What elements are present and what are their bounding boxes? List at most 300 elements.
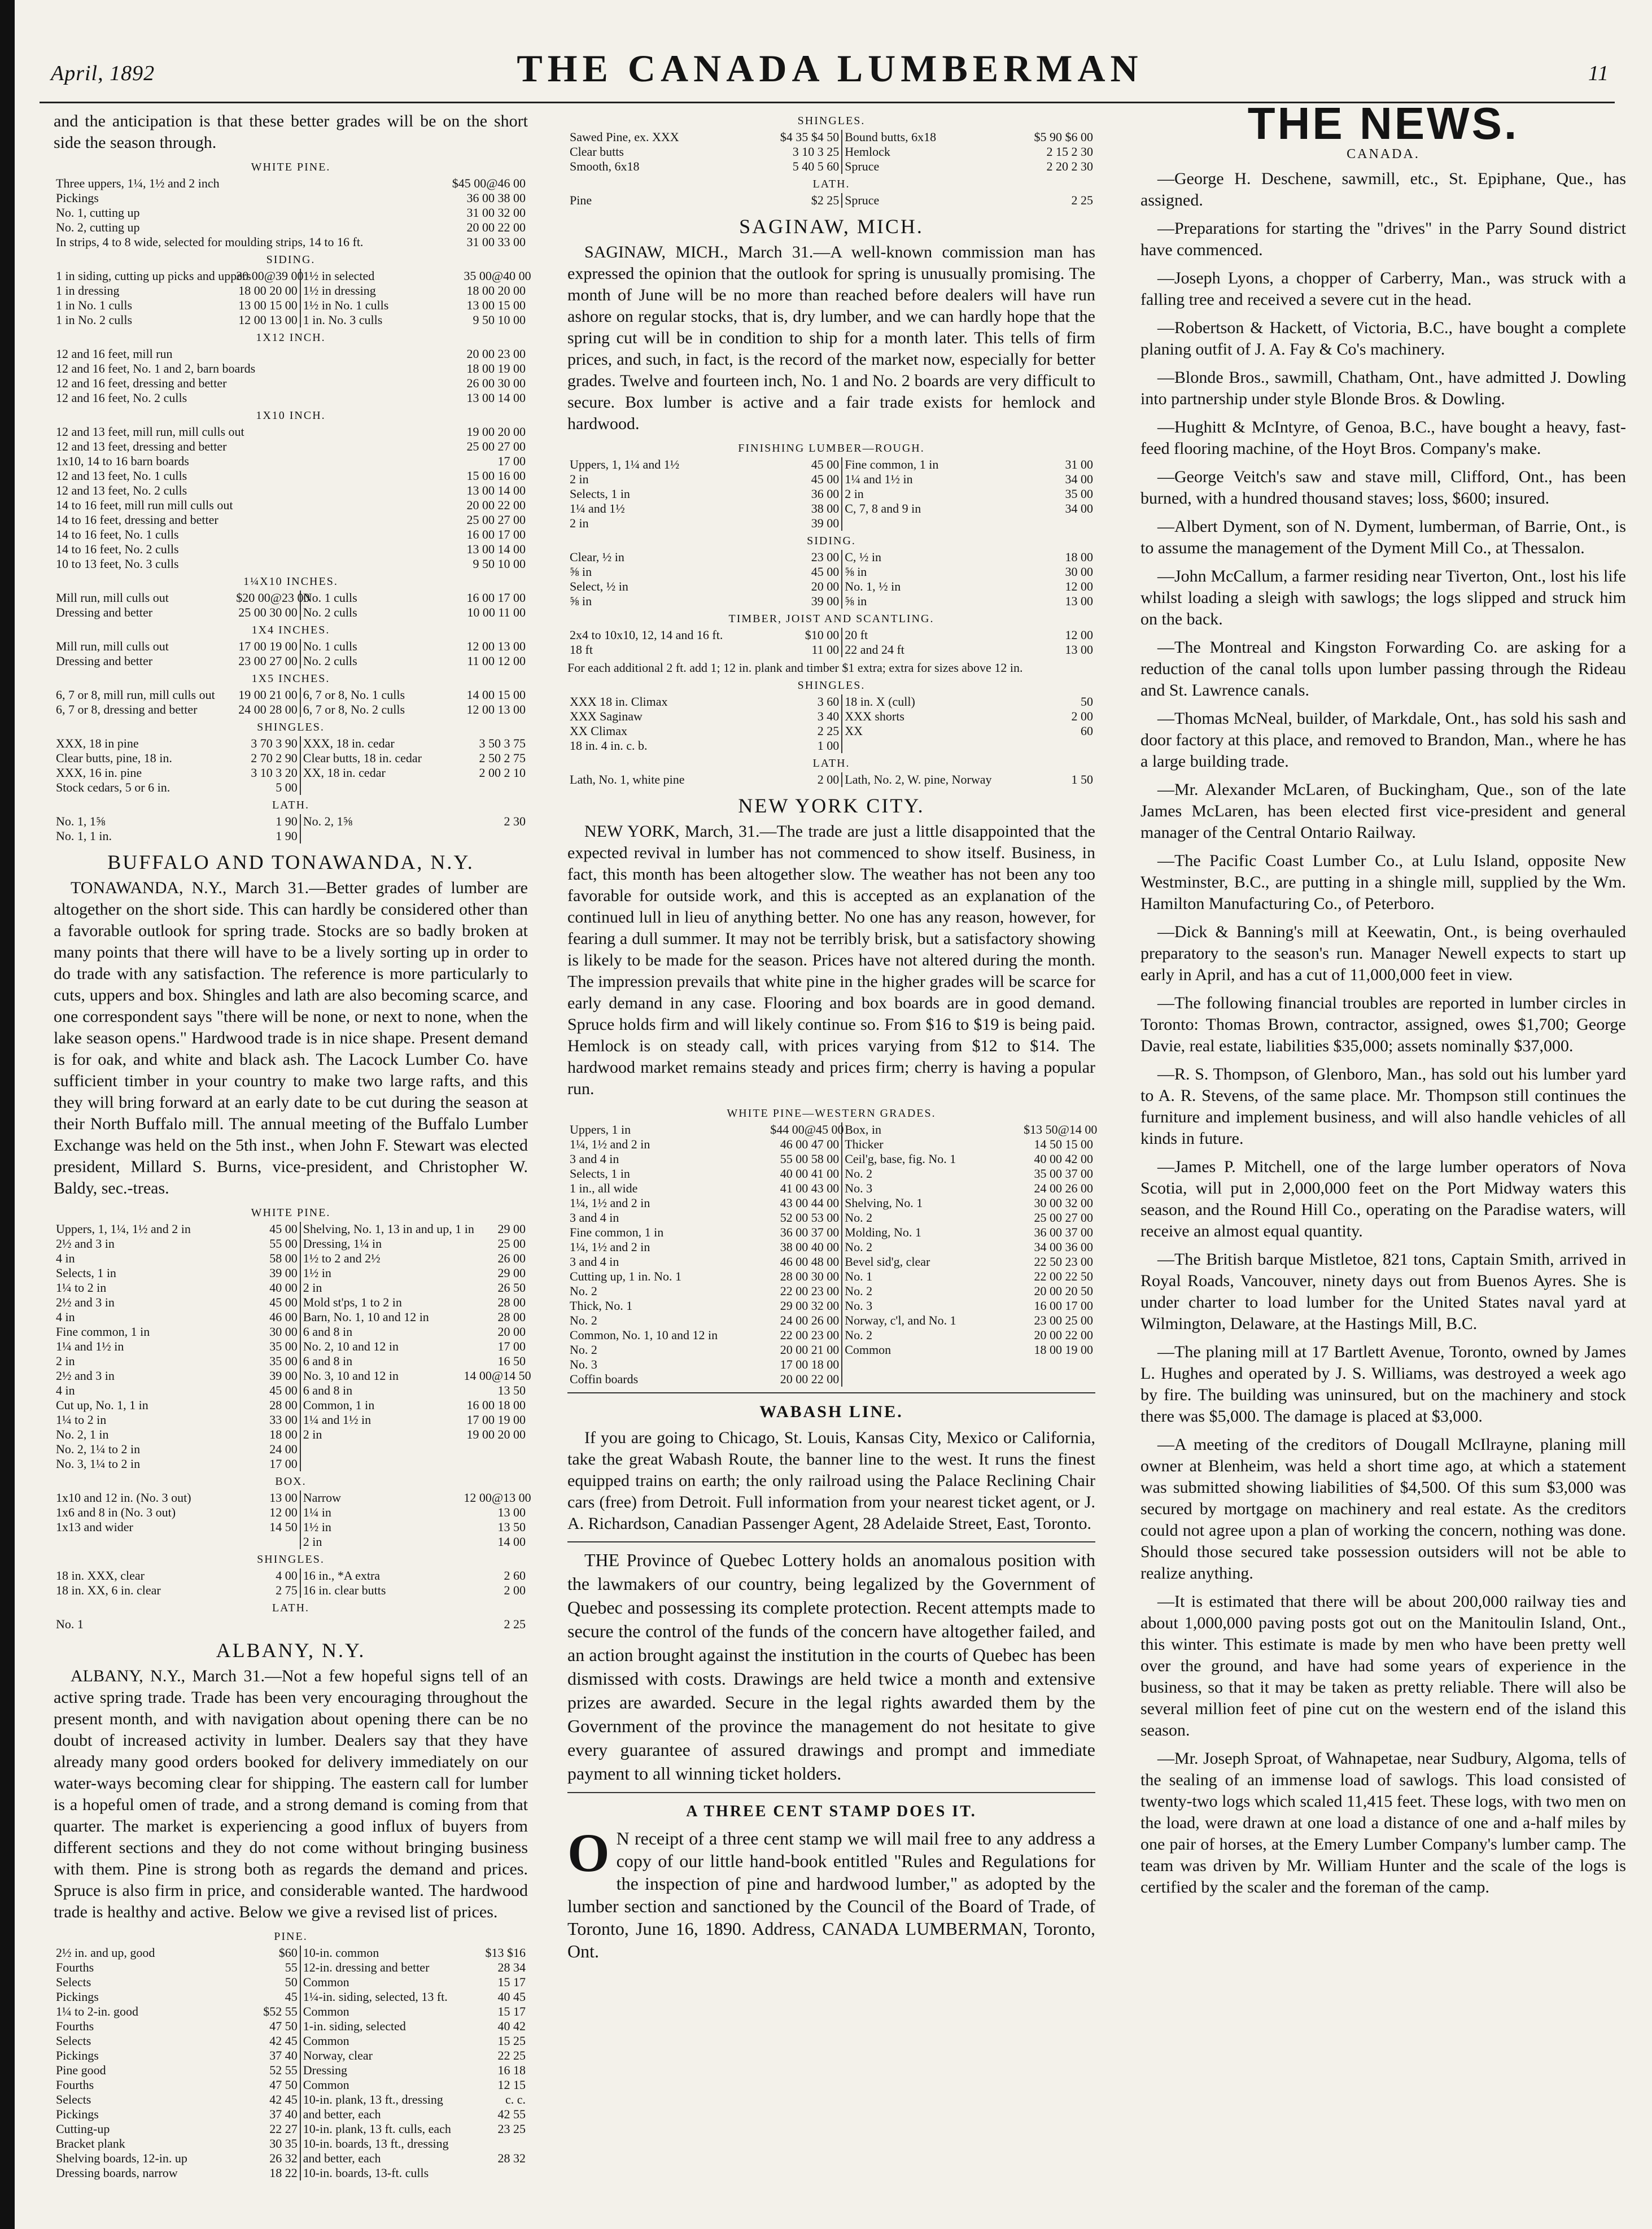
item-cell: Norway, clear <box>300 2048 462 2063</box>
item-cell: 1½ in No. 1 culls <box>300 298 462 313</box>
item-cell: Smooth, 6x18 <box>570 159 640 173</box>
price-cell: $44 00@45 00 <box>770 1122 844 1137</box>
price-row <box>54 751 528 766</box>
price-row <box>54 829 528 843</box>
price-row <box>567 145 1095 159</box>
news-item: —Joseph Lyons, a chopper of Carberry, Man., was struck with a falling tree and received a severe cut in the head. <box>1140 269 1626 309</box>
item-cell: 12 and 13 feet, dressing and better <box>56 439 227 453</box>
item-cell: No. 3, 1¼ to 2 in <box>56 1457 141 1471</box>
price-cell: 26 32 <box>269 2151 298 2165</box>
item-cell: Cutting-up <box>56 2122 110 2136</box>
price-row <box>54 527 528 542</box>
section-heading: BOX. <box>275 1475 307 1488</box>
item-cell: 1¼, 1½ and 2 in <box>570 1240 650 1254</box>
item-cell: 2x4 to 10x10, 12, 14 and 16 ft. <box>570 628 723 642</box>
item-cell: Thicker <box>842 1137 1021 1152</box>
price-cell: 3 10 3 25 <box>792 145 840 159</box>
price-row <box>54 654 528 668</box>
price-row <box>567 1225 1095 1240</box>
price-cell: 18 00 20 00 <box>238 283 298 298</box>
price-cell: 47 50 <box>269 2019 298 2033</box>
section-heading: SHINGLES. <box>257 721 325 733</box>
price-row <box>54 542 528 557</box>
price-cell: 14 00@14 50 <box>464 1369 531 1383</box>
price-row <box>567 457 1095 472</box>
price-cell: 13 00 <box>1065 643 1093 657</box>
price-cell: 22 25 <box>497 2048 526 2062</box>
price-cell <box>461 1442 528 1457</box>
item-cell: 10-in. boards, 13 ft., dressing <box>300 2136 462 2151</box>
item-cell <box>300 829 462 843</box>
price-row <box>567 738 1095 753</box>
price-cell: 25 00 <box>497 1236 526 1251</box>
price-cell: 16 18 <box>497 2063 526 2077</box>
item-cell: 1½ in dressing <box>300 283 462 298</box>
price-cell: 35 00 <box>269 1339 298 1353</box>
item-cell: 12-in. dressing and better <box>300 1960 462 1975</box>
price-row <box>54 1339 528 1354</box>
item-cell: Pine good <box>56 2063 106 2077</box>
item-cell: 16 in., *A extra <box>300 1568 462 1583</box>
price-cell: 41 00 43 00 <box>780 1181 840 1195</box>
item-cell: 12 and 13 feet, No. 1 culls <box>56 469 187 483</box>
section-heading: LATH. <box>812 757 850 770</box>
ad-wabash: If you are going to Chicago, St. Louis, Kansas City, Mexico or California, take the great Wabash Route, the banner line to the west. It runs the finest equipped trains on earth; the only railroad using the Palace Reclining Chair cars (free) from Detroit. Full information from your nearest ticket agent, or J. A. Richardson, Canadian Passenger Agent, 28 Adelaide Street, East, Toronto. <box>567 1428 1095 1533</box>
news-item: —Blonde Bros., sawmill, Chatham, Ont., have admitted J. Dowling into partnership under style Blonde Bros. & Dowling. <box>1140 368 1626 408</box>
price-cell: 28 32 <box>497 2151 526 2165</box>
price-row <box>54 469 528 483</box>
price-cell: 45 00 <box>811 457 840 471</box>
item-cell <box>842 1357 1021 1372</box>
item-cell: Cutting up, 1 in. No. 1 <box>570 1269 682 1283</box>
notice-quebec-lottery: THE Province of Quebec Lottery holds an anomalous position with the lawmakers of our country, being legalized by the Government of Quebec and possessing its complete protection. Recent attempts made to secure the control of the funds of the concern have altogether failed, and an action brought against the institution in the courts of Quebec has been dismissed with costs. Drawings are held twice a month and extensive prizes are awarded. Secure in the legal rights awarded them by the Government of the province the management do not hesitate to give every guarantee of assured drawings and prompt and immediate payment to all winning ticket holders. <box>567 1550 1095 1784</box>
intro-paragraph: and the anticipation is that these better grades will be on the short side the season through. <box>54 112 528 152</box>
price-cell: 28 34 <box>497 1960 526 1974</box>
item-cell: Fourths <box>56 2078 94 2092</box>
price-row <box>54 2166 528 2180</box>
price-cell: 2 70 2 90 <box>251 751 298 765</box>
item-cell: 14 to 16 feet, No. 1 culls <box>56 527 179 541</box>
price-cell: 3 60 <box>817 694 840 709</box>
price-cell: 35 00 <box>1065 487 1093 501</box>
section-heading: SHINGLES. <box>797 679 866 692</box>
item-cell: Selects <box>56 2092 91 2106</box>
price-cell: 28 00 <box>497 1295 526 1309</box>
price-row <box>54 1946 528 1960</box>
price-table-white-pine <box>54 176 528 250</box>
price-row <box>567 1181 1095 1196</box>
price-row <box>567 1137 1095 1152</box>
price-cell: 34 00 36 00 <box>1034 1240 1093 1254</box>
price-cell: 12 00 13 00 <box>466 639 526 653</box>
price-table-lath-top <box>567 193 1095 208</box>
price-cell: 2 50 2 75 <box>479 751 526 765</box>
price-row <box>54 391 528 405</box>
price-table-1x5 <box>54 688 528 717</box>
item-cell: No. 3 <box>842 1181 1021 1196</box>
news-item: —A meeting of the creditors of Dougall McIlrayne, planing mill owner at Blenheim, was held a short time ago, at which a statement was submitted showing liabilities of $4,500. Of this sum $3,000 was secured by mortgage on machinery and real estate. As the creditors could not agree upon a plan of working the concern, nothing was done. Should those secured take possession outsiders will not be able to realize anything. <box>1140 1435 1626 1583</box>
price-cell: 1 00 <box>817 738 840 753</box>
item-cell: Lath, No. 1, white pine <box>570 772 685 786</box>
price-cell: 17 00 <box>497 1339 526 1353</box>
item-cell: Common <box>300 2004 462 2019</box>
price-cell: $20 00@23 00 <box>236 591 310 605</box>
item-cell: No. 2 <box>842 1328 1021 1343</box>
price-row <box>54 814 528 829</box>
item-cell: No. 2 <box>842 1210 1021 1225</box>
price-cell: 20 00 22 00 <box>466 498 526 512</box>
item-cell: 20 ft <box>842 628 1021 643</box>
price-row <box>54 1975 528 1990</box>
price-row <box>54 235 528 250</box>
item-cell: 1¼, 1½ and 2 in <box>570 1137 650 1151</box>
item-cell: Common <box>300 1975 462 1990</box>
price-cell: 3 50 3 75 <box>479 736 526 750</box>
price-cell: 12 00@13 00 <box>464 1491 531 1505</box>
price-table-saginaw-shingles <box>567 694 1095 753</box>
price-cell <box>1021 738 1095 753</box>
item-cell: 1½ in selected <box>300 269 462 283</box>
price-cell: 16 00 17 00 <box>466 591 526 605</box>
item-cell: Spruce <box>842 193 1021 208</box>
item-cell: 1½ in <box>300 1266 462 1280</box>
column-middle <box>567 111 1098 2205</box>
price-row <box>54 591 528 605</box>
price-cell: 45 00 <box>269 1295 298 1309</box>
price-cell: 39 00 <box>269 1266 298 1280</box>
price-table-box <box>54 1491 531 1549</box>
item-cell: 6, 7 or 8, mill run, mill culls out <box>56 688 215 702</box>
price-cell: 28 00 30 00 <box>780 1269 840 1283</box>
item-cell: Uppers, 1, 1¼, 1½ and 2 in <box>56 1222 191 1236</box>
price-cell: 15 17 <box>497 1975 526 1989</box>
item-cell: XX, 18 in. cedar <box>300 766 462 780</box>
price-row <box>54 498 528 513</box>
article-heading-saginaw: SAGINAW, MICH. <box>739 215 924 238</box>
price-cell: 20 00 22 00 <box>780 1372 840 1386</box>
section-heading: WHITE PINE. <box>251 161 331 173</box>
item-cell: 1 in No. 1 culls <box>56 298 133 312</box>
price-row <box>567 579 1095 594</box>
item-cell: 12 and 13 feet, No. 2 culls <box>56 483 187 497</box>
item-cell: Common, 1 in <box>300 1398 462 1413</box>
item-cell: Common <box>300 2034 462 2048</box>
item-cell: Fine common, 1 in <box>570 1225 664 1239</box>
price-cell: $13 50@14 00 <box>1024 1122 1098 1137</box>
price-cell: 45 00 <box>269 1222 298 1236</box>
price-cell: 2 25 <box>504 1617 526 1631</box>
price-row <box>54 220 528 235</box>
article-heading-new-york: NEW YORK CITY. <box>738 794 925 817</box>
item-cell: 3 and 4 in <box>570 1210 619 1225</box>
price-table-lath <box>54 814 528 843</box>
price-cell: 47 50 <box>269 2078 298 2092</box>
price-cell: 12 15 <box>497 2078 526 2092</box>
price-table-timber <box>567 628 1095 657</box>
section-heading: FINISHING LUMBER—ROUGH. <box>738 442 925 454</box>
news-item: —Mr. Joseph Sproat, of Wahnapetae, near Sudbury, Algoma, tells of the sealing of an immense load of sawlogs. This load consisted of twenty-two logs which scaled 11,415 feet. These logs, with two men on the load, were drawn at one load a distance of one and a-half miles by one pair of horses, at the Emery Lumber Company's lumber camp. The team was driven by Mr. William Hunter and the scale of the logs is certified by the scaler and the foreman of the camp. <box>1140 1749 1626 1896</box>
price-table-siding <box>54 269 531 327</box>
price-cell: 2 00 <box>1071 709 1093 723</box>
item-cell: Fourths <box>56 1960 94 1974</box>
price-cell: 39 00 <box>811 516 840 530</box>
price-row <box>567 472 1095 487</box>
price-row <box>54 2122 528 2136</box>
price-table-finishing <box>567 457 1095 531</box>
item-cell: No. 2 <box>570 1313 597 1327</box>
price-cell: 30 35 <box>269 2136 298 2151</box>
price-cell: 58 00 <box>269 1251 298 1265</box>
price-cell: 20 00 22 00 <box>1034 1328 1093 1342</box>
price-cell: 18 00 19 00 <box>466 361 526 375</box>
price-cell: 18 22 <box>269 2166 298 2180</box>
price-cell: 1 90 <box>276 829 298 843</box>
item-cell: No. 2, 10 and 12 in <box>300 1339 462 1354</box>
price-cell: 20 00 20 50 <box>1034 1284 1093 1298</box>
article-heading-albany: ALBANY, N.Y. <box>216 1639 366 1662</box>
section-heading: LATH. <box>272 1602 310 1614</box>
price-cell: 24 00 <box>269 1442 298 1456</box>
price-cell <box>1021 1372 1095 1387</box>
price-cell: 46 00 48 00 <box>780 1255 840 1269</box>
item-cell: 2 in <box>570 472 589 486</box>
price-cell: 18 00 19 00 <box>1034 1343 1093 1357</box>
price-table-buffalo-white-pine <box>54 1222 531 1471</box>
price-cell: 2 00 <box>817 772 840 786</box>
price-row <box>567 1328 1095 1343</box>
price-cell: 3 70 3 90 <box>251 736 298 750</box>
item-cell <box>842 516 1021 531</box>
price-row <box>54 2004 528 2019</box>
item-cell: Selects <box>56 2034 91 2048</box>
item-cell: 2 in <box>300 1535 462 1549</box>
news-item: —R. S. Thompson, of Glenboro, Man., has sold out his lumber yard to A. R. Stevens, of the same place. Mr. Thompson still continues the furniture and implement business, and will also handle vehicles of all kinds in future. <box>1140 1065 1626 1148</box>
item-cell: 2 in <box>56 1354 75 1368</box>
section-heading: WHITE PINE. <box>251 1207 331 1219</box>
price-cell: 2 20 2 30 <box>1046 159 1093 173</box>
price-row <box>567 1152 1095 1166</box>
price-row <box>54 454 528 469</box>
item-cell: 1¼ in <box>300 1505 462 1520</box>
price-cell <box>461 829 528 843</box>
price-table-saginaw-siding <box>567 550 1095 609</box>
price-cell: 45 00 <box>269 1383 298 1397</box>
price-table-buffalo-shingles <box>54 1568 528 1598</box>
item-cell: Common <box>842 1343 1021 1357</box>
item-cell: No. 1 <box>842 1269 1021 1284</box>
column-left <box>54 111 531 2205</box>
price-cell: 28 00 <box>497 1310 526 1324</box>
price-row <box>54 313 528 327</box>
price-cell: 42 55 <box>497 2107 526 2121</box>
section-heading: SHINGLES. <box>257 1553 325 1566</box>
price-row <box>54 1280 528 1295</box>
price-row <box>54 1222 528 1236</box>
item-cell: 12 and 16 feet, mill run <box>56 347 173 361</box>
section-heading: WHITE PINE—WESTERN GRADES. <box>727 1107 936 1120</box>
item-cell: Common <box>300 2078 462 2092</box>
item-cell: No. 1, 1 in. <box>56 829 112 843</box>
price-cell: 25 00 27 00 <box>466 439 526 453</box>
price-cell: 4 00 <box>276 1568 298 1583</box>
item-cell <box>300 1442 462 1457</box>
item-cell: No. 3, 10 and 12 in <box>300 1369 462 1383</box>
item-cell: 2 in <box>570 516 589 530</box>
price-cell: 2 15 2 30 <box>1046 145 1093 159</box>
item-cell: 1 in. No. 3 culls <box>300 313 462 327</box>
item-cell: No. 1 culls <box>300 591 462 605</box>
price-cell: 36 00 38 00 <box>466 191 526 205</box>
price-cell: 36 00 <box>811 487 840 501</box>
price-cell: 16 00 17 00 <box>1034 1299 1093 1313</box>
price-cell: 13 00 14 00 <box>466 391 526 405</box>
item-cell: 4 in <box>56 1251 75 1265</box>
price-cell: 33 00 <box>269 1413 298 1427</box>
price-cell: 29 00 32 00 <box>780 1299 840 1313</box>
price-row <box>54 176 528 191</box>
item-cell: XXX, 18 in. cedar <box>300 736 462 751</box>
price-cell: 30 00 32 00 <box>1034 1196 1093 1210</box>
price-cell: 46 00 47 00 <box>780 1137 840 1151</box>
item-cell: No. 1 <box>56 1617 84 1631</box>
item-cell: 10-in. common <box>300 1946 462 1960</box>
item-cell: No. 2 culls <box>300 605 462 620</box>
news-item: —It is estimated that there will be about 200,000 railway ties and about 1,000,000 paving posts got out on the Manitoulin Island, Ont., this winter. This estimate is made by men who have been pretty well over the ground, and have had some years of experience in the business, so that it may be taken as pretty reliable. There will also be several million feet of pine cut on the western end of the island this season. <box>1140 1592 1626 1740</box>
item-cell: 1-in. siding, selected <box>300 2019 462 2034</box>
price-cell: 36 00 37 00 <box>780 1225 840 1239</box>
item-cell: 1x6 and 8 in (No. 3 out) <box>56 1505 176 1519</box>
item-cell: 12 and 16 feet, dressing and better <box>56 376 227 390</box>
item-cell: 18 in. 4 in. c. b. <box>570 738 648 753</box>
price-cell: 16 00 18 00 <box>466 1398 526 1412</box>
price-cell: 22 00 23 00 <box>780 1284 840 1298</box>
price-cell: 39 00 <box>269 1369 298 1383</box>
divider <box>567 1792 1095 1793</box>
item-cell: 1¼ and 1½ <box>570 501 625 515</box>
price-cell: 40 00 42 00 <box>1034 1152 1093 1166</box>
news-item: —The British barque Mistletoe, 821 tons, Captain Smith, arrived in Royal Roads, Vancouver, ninety days out from Buenos Ayres. She is under charter to load lumber for the United States naval yard at Wilmington, Delaware, at the Hastings Mill, B.C. <box>1140 1250 1626 1333</box>
price-row <box>54 439 528 454</box>
item-cell: In strips, 4 to 8 wide, selected for moulding strips, 14 to 16 ft. <box>56 235 364 249</box>
price-row <box>567 594 1095 609</box>
section-heading: SHINGLES. <box>797 115 866 127</box>
price-cell: 13 00 14 00 <box>466 542 526 556</box>
item-cell: 6 and 8 in <box>300 1383 462 1398</box>
item-cell <box>54 1535 234 1549</box>
item-cell: Pine <box>570 193 592 207</box>
item-cell: Dressing boards, narrow <box>56 2166 178 2180</box>
price-table-shingles <box>54 736 528 795</box>
price-cell: 45 <box>285 1990 298 2004</box>
item-cell: ⅝ in <box>842 594 1021 609</box>
section-heading: 1X5 INCHES. <box>251 672 330 685</box>
price-row <box>54 513 528 527</box>
price-row <box>54 639 528 654</box>
price-row <box>54 2034 528 2048</box>
price-cell: 25 00 30 00 <box>238 605 298 619</box>
item-cell: 1x10, 14 to 16 barn boards <box>56 454 189 468</box>
item-cell: Shelving boards, 12-in. up <box>56 2151 187 2165</box>
news-item: —Robertson & Hackett, of Victoria, B.C., have bought a complete planing outfit of J. A. Fay & Co's machinery. <box>1140 318 1626 359</box>
price-cell: 38 00 <box>811 501 840 515</box>
price-cell: 40 00 <box>269 1280 298 1295</box>
timber-note: For each additional 2 ft. add 1; 12 in. plank and timber $1 extra; extra for sizes above 12 in. <box>567 661 1023 675</box>
price-cell: 55 00 58 00 <box>780 1152 840 1166</box>
item-cell: Bevel sid'g, clear <box>842 1255 1021 1269</box>
price-cell: 36 00 37 00 <box>1034 1225 1093 1239</box>
news-items <box>1140 168 1626 1898</box>
price-row <box>567 516 1095 531</box>
price-cell: 3 40 <box>817 709 840 723</box>
price-cell: 2 00 2 10 <box>479 766 526 780</box>
price-table-1x10-inches <box>54 591 528 620</box>
price-row <box>54 2107 528 2122</box>
item-cell: 2½ and 3 in <box>56 1295 115 1309</box>
price-row <box>567 1166 1095 1181</box>
price-row <box>567 1255 1095 1269</box>
masthead <box>40 46 1620 98</box>
item-cell: 6, 7 or 8, No. 1 culls <box>300 688 462 702</box>
section-heading: 1X10 INCH. <box>256 409 326 422</box>
price-row <box>54 425 528 439</box>
item-cell: 14 to 16 feet, dressing and better <box>56 513 218 527</box>
price-row <box>567 130 1095 145</box>
item-cell: Pickings <box>56 2048 99 2062</box>
item-cell: 22 and 24 ft <box>842 643 1021 657</box>
article-heading-buffalo: BUFFALO AND TONAWANDA, N.Y. <box>107 851 474 873</box>
item-cell: 12 and 16 feet, No. 1 and 2, barn boards <box>56 361 256 375</box>
news-item: —The planing mill at 17 Bartlett Avenue, Toronto, owned by James L. Hughes and operated by J. S. Williams, was destroyed a week ago by fire. The building was uninsured, but on the machinery and stock there was $5,000. The damage is placed at $3,000. <box>1140 1343 1626 1426</box>
price-cell: 18 00 <box>1065 550 1093 564</box>
price-cell: 31 00 33 00 <box>466 235 526 249</box>
price-cell: 52 55 <box>269 2063 298 2077</box>
item-cell: Barn, No. 1, 10 and 12 in <box>300 1310 462 1325</box>
item-cell: Ceil'g, base, fig. No. 1 <box>842 1152 1021 1166</box>
item-cell: No. 2, 1⅝ <box>300 814 462 829</box>
price-cell: 20 00 23 00 <box>466 347 526 361</box>
item-cell: Uppers, 1, 1¼ and 1½ <box>570 457 680 471</box>
price-cell: 13 00 <box>1065 594 1093 608</box>
item-cell: 1 in siding, cutting up picks and uppers <box>56 269 251 283</box>
item-cell: Stock cedars, 5 or 6 in. <box>56 780 171 794</box>
item-cell: 1¼ to 2-in. good <box>56 2004 139 2018</box>
price-cell: $13 $16 <box>485 1946 526 1960</box>
item-cell: 1¼ to 2 in <box>56 1280 107 1295</box>
news-item: —Albert Dyment, son of N. Dyment, lumberman, of Barrie, Ont., is to assume the management of the Dyment Mill Co., at Thessalon. <box>1140 517 1626 557</box>
price-row <box>54 2092 528 2107</box>
item-cell: 2½ in. and up, good <box>56 1946 155 1960</box>
item-cell: Sawed Pine, ex. XXX <box>570 130 679 144</box>
news-item: —James P. Mitchell, one of the large lumber operators of Nova Scotia, will put in 2,000,000 feet on the Port Midway waters this season, and the Round Hill Co., operating on the Paradise waters, will receive an almost equal quantity. <box>1140 1157 1626 1240</box>
item-cell: No. 3 <box>570 1357 597 1371</box>
item-cell: No. 2 <box>842 1166 1021 1181</box>
item-cell: No. 1, cutting up <box>56 206 140 220</box>
price-cell: 22 50 23 00 <box>1034 1255 1093 1269</box>
item-cell: and better, each <box>300 2151 462 2166</box>
price-cell: 17 00 19 00 <box>238 639 298 653</box>
news-item: —Hughitt & McIntyre, of Genoa, B.C., have bought a heavy, fast-feed flooring machine, of the Hoyt Bros. Company's make. <box>1140 418 1626 458</box>
item-cell: Uppers, 1 in <box>570 1122 631 1137</box>
price-cell: 15 25 <box>497 2034 526 2048</box>
item-cell: Clear butts, 18 in. cedar <box>300 751 462 766</box>
price-cell: 29 00 <box>497 1222 526 1236</box>
news-item: —The Montreal and Kingston Forwarding Co. are asking for a reduction of the canal tolls upon lumber passing through the Rideau and St. Lawrence canals. <box>1140 638 1626 700</box>
item-cell: Mill run, mill culls out <box>56 591 169 605</box>
item-cell: 1x13 and wider <box>56 1520 133 1534</box>
price-row <box>567 628 1095 643</box>
item-cell: 18 in. X (cull) <box>842 694 1021 709</box>
price-cell: 37 40 <box>269 2107 298 2121</box>
